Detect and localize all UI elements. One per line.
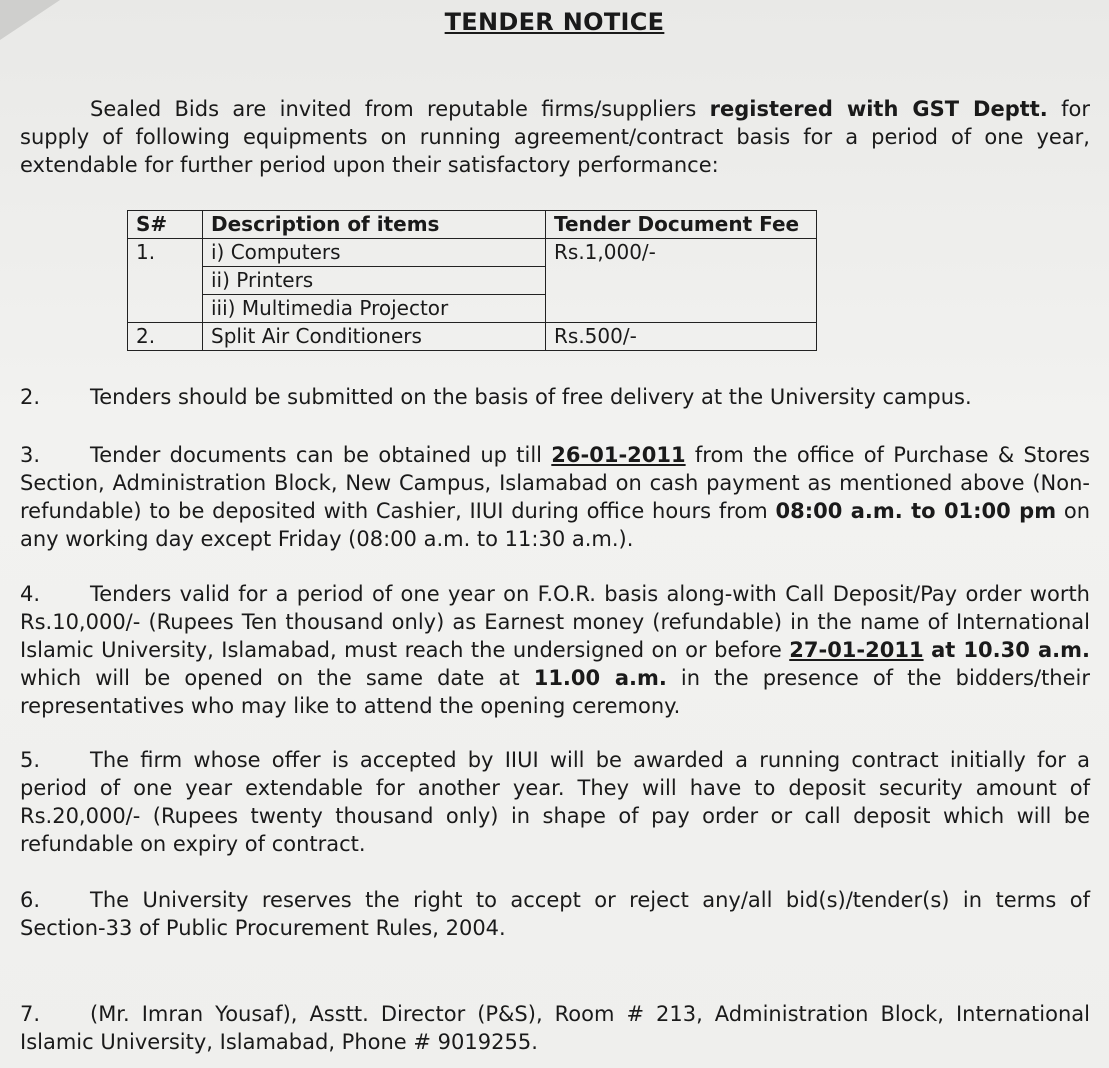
row-sn: 2. bbox=[128, 323, 203, 351]
paragraph-7: 7. (Mr. Imran Yousaf), Asstt. Director (P&S), Room # 213, Administration Block, International Islamic University, Islamabad, Phone # 9019255. bbox=[20, 1002, 1090, 1054]
table-header-row bbox=[128, 211, 817, 239]
header-fee: Tender Document Fee bbox=[546, 211, 817, 239]
table-row bbox=[128, 239, 817, 267]
paragraph-6: 6. The University reserves the right to accept or reject any/all bid(s)/tender(s) in terms of Section-33 of Public Procurement Rules, 2004. bbox=[20, 888, 1090, 940]
header-sn: S# bbox=[128, 211, 203, 239]
row-fee: Rs.1,000/- bbox=[546, 239, 817, 323]
opening-time: 11.00 a.m. bbox=[533, 666, 667, 690]
row-sn: 1. bbox=[128, 239, 203, 323]
items-table bbox=[127, 210, 817, 351]
page-title: TENDER NOTICE bbox=[444, 8, 665, 36]
paragraph-2: 2. Tenders should be submitted on the basis of free delivery at the University campus. bbox=[20, 385, 972, 409]
submission-deadline-date: 27-01-2011 bbox=[789, 638, 924, 662]
table-row bbox=[128, 323, 817, 351]
office-hours: 08:00 a.m. to 01:00 pm bbox=[775, 499, 1057, 523]
row-item: Split Air Conditioners bbox=[203, 323, 546, 351]
row-fee: Rs.500/- bbox=[546, 323, 817, 351]
row-item: i) Computers bbox=[203, 239, 546, 267]
row-item: ii) Printers bbox=[203, 267, 546, 295]
row-item: iii) Multimedia Projector bbox=[203, 295, 546, 323]
submission-time: at 10.30 a.m. bbox=[931, 638, 1090, 662]
paragraph-4: 4. Tenders valid for a period of one year on F.O.R. basis along-with Call Deposit/Pay order worth Rs.10,000/- (Rupees Ten thousand only) as Earnest money (refundable) in the name of International Islamic University, Islamabad, must reach the undersigned on or before 27-01-2011 at 10.30 a.m. which will be opened on the same date at 11.00 a.m. in the presence of the bidders/their representatives who may like to attend the opening ceremony. bbox=[20, 582, 1091, 718]
intro-paragraph: Sealed Bids are invited from reputable firms/suppliers registered with GST Deptt. for supply of following equipments on running agreement/contract basis for a period of one year, extendable for further period upon their satisfactory performance: bbox=[20, 97, 1090, 177]
header-description: Description of items bbox=[203, 211, 546, 239]
document-deadline-date: 26-01-2011 bbox=[551, 443, 686, 467]
paragraph-5: 5. The firm whose offer is accepted by IIUI will be awarded a running contract initially for a period of one year extendable for another year. They will have to deposit security amount of Rs.20,000/- (Rupees twenty thousand only) in shape of pay order or call deposit which will be refundable on expiry of contract. bbox=[20, 748, 1090, 856]
paragraph-3: 3. Tender documents can be obtained up till 26-01-2011 from the office of Purchase & Stores Section, Administration Block, New Campus, Islamabad on cash payment as mentioned above (Non-refundable) to be deposited with Cashier, IIUI during office hours from 08:00 a.m. to 01:00 pm on any working day except Friday (08:00 a.m. to 11:30 a.m.). bbox=[20, 443, 1090, 551]
